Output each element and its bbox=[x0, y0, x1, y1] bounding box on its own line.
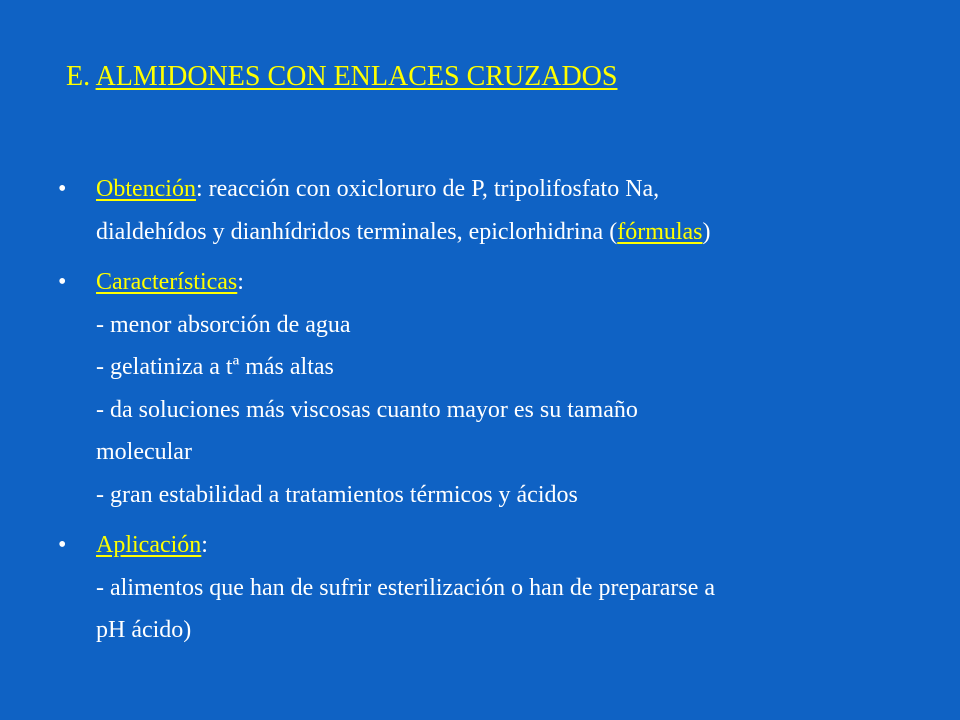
bullet-dot-icon: • bbox=[58, 176, 67, 202]
bullet-line bbox=[96, 261, 938, 304]
formulas-link[interactable]: fórmulas bbox=[617, 218, 703, 245]
bullet-line: - gelatiniza a tª más altas bbox=[96, 354, 334, 380]
bullet-dot-icon: • bbox=[58, 269, 67, 295]
bullet-line bbox=[96, 168, 938, 211]
heading-colon: : bbox=[237, 269, 244, 295]
bullet-dot-icon: • bbox=[58, 532, 67, 558]
bullet-text: dialdehídos y dianhídridos terminales, epiclorhidrina ( bbox=[96, 218, 618, 245]
bullet-line: pH ácido) bbox=[96, 617, 192, 643]
bullet-aplicacion bbox=[58, 524, 938, 652]
bullet-line: - gran estabilidad a tratamientos térmicos y ácidos bbox=[96, 481, 578, 508]
bullet-text: reacción con oxicloruro de P, tripolifosfato Na, bbox=[202, 176, 660, 202]
bullet-heading-caracteristicas: Características bbox=[96, 269, 238, 295]
bullet-line: molecular bbox=[96, 439, 192, 465]
bullet-heading-aplicacion: Aplicación bbox=[96, 532, 202, 558]
bullet-line bbox=[96, 524, 938, 567]
bullet-line: - alimentos que han de sufrir esterilización o han de prepararse a bbox=[96, 574, 716, 601]
heading-colon: : bbox=[195, 176, 203, 202]
bullet-obtencion bbox=[58, 168, 938, 253]
bullet-text: ) bbox=[702, 218, 711, 245]
heading-colon: : bbox=[201, 532, 208, 558]
bullet-line bbox=[96, 211, 938, 254]
bullet-heading-obtencion: Obtención bbox=[96, 176, 196, 202]
bullet-caracteristicas bbox=[58, 261, 938, 516]
slide-title bbox=[66, 58, 617, 96]
title-text: ALMIDONES CON ENLACES CRUZADOS bbox=[95, 61, 618, 92]
bullet-list bbox=[58, 168, 938, 652]
title-prefix: E. bbox=[66, 61, 96, 92]
bullet-line: - menor absorción de agua bbox=[96, 311, 351, 338]
bullet-line: - da soluciones más viscosas cuanto mayor es su tamaño bbox=[96, 396, 638, 423]
